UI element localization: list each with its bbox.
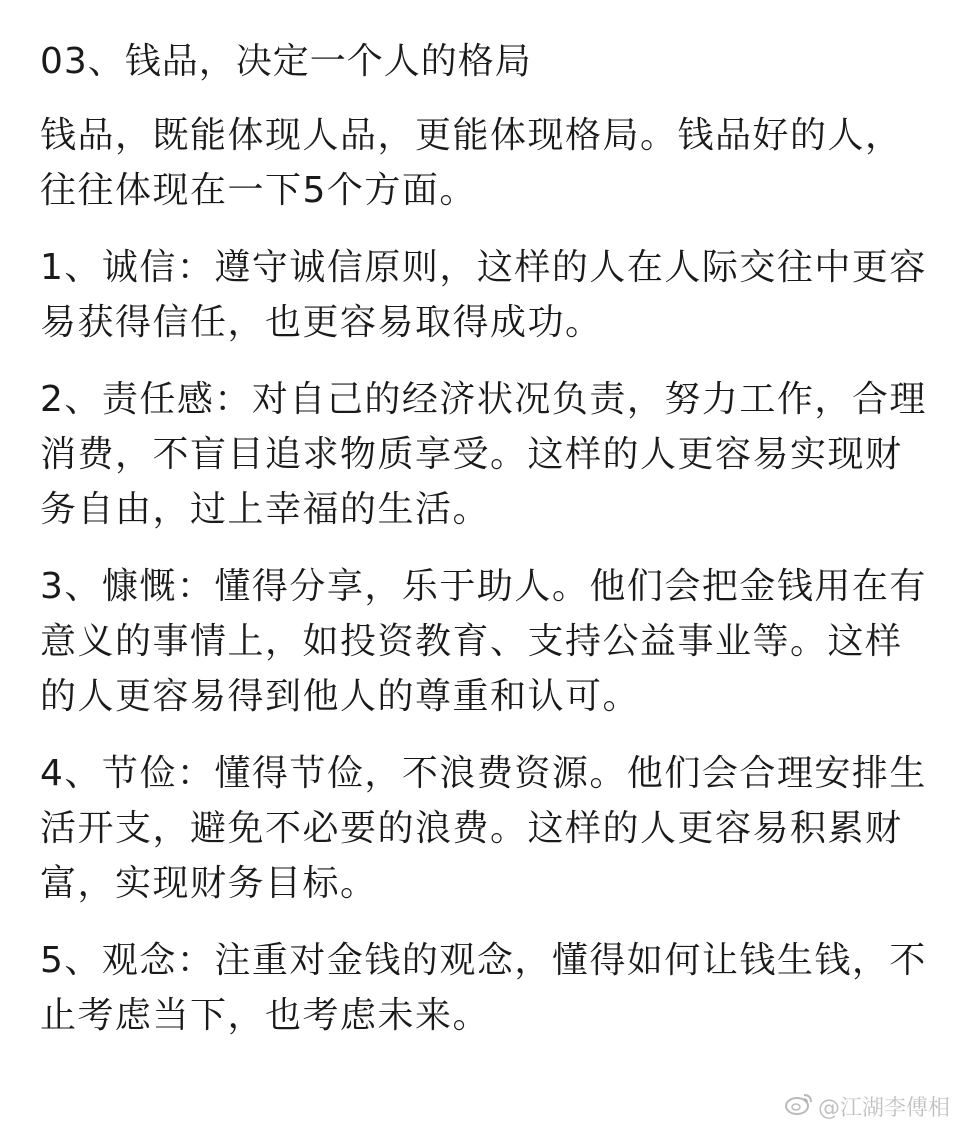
intro-paragraph: 钱品，既能体现人品，更能体现格局。钱品好的人，往往体现在一下5个方面。: [40, 115, 903, 211]
point-frugality: 4、节俭：懂得节俭，不浪费资源。他们会合理安排生活开支，避免不必要的浪费。这样的人更容易积累财富，实现财务目标。: [40, 753, 927, 904]
point-generosity: 3、慷慨：懂得分享，乐于助人。他们会把金钱用在有意义的事情上，如投资教育、支持公益事业等。这样的人更容易得到他人的尊重和认可。: [40, 566, 927, 717]
point-integrity: 1、诚信：遵守诚信原则，这样的人在人际交往中更容易获得信任，也更容易取得成功。: [40, 247, 927, 343]
watermark-text: @江湖李傅相: [817, 1096, 950, 1121]
watermark: [784, 1091, 950, 1122]
article-body: [40, 36, 930, 1065]
weibo-logo-icon: [784, 1092, 814, 1122]
point-mindset: 5、观念：注重对金钱的观念，懂得如何让钱生钱，不止考虑当下，也考虑未来。: [40, 940, 927, 1036]
article-title: 03、钱品，决定一个人的格局: [40, 41, 532, 82]
point-responsibility: 2、责任感：对自己的经济状况负责，努力工作，合理消费，不盲目追求物质享受。这样的人更容易实现财务自由，过上幸福的生活。: [40, 379, 927, 530]
